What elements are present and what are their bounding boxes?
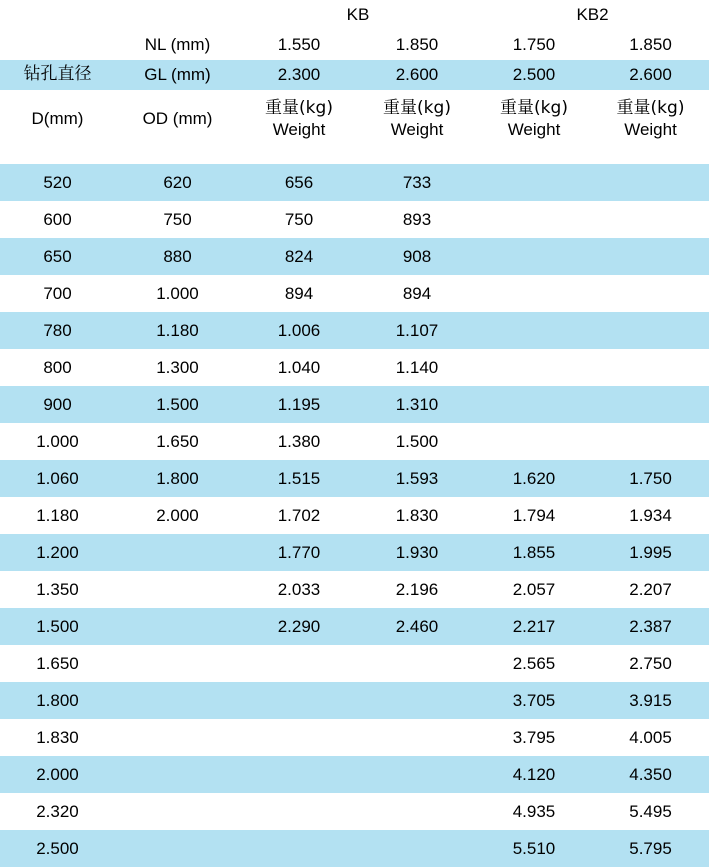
table-row [0,719,709,756]
header-weight-unit-1 [358,90,476,148]
table-cell [358,645,476,682]
header-weight-unit-3 [592,90,709,148]
header-gl-value-1: 2.600 [358,60,476,90]
table-cell: 800 [0,349,115,386]
table-cell: 3.705 [476,682,592,719]
table-cell [476,201,592,238]
table-cell: 1.750 [592,460,709,497]
table-cell: 1.040 [240,349,358,386]
table-cell: 1.830 [0,719,115,756]
table-cell: 2.217 [476,608,592,645]
table-cell [358,719,476,756]
header-weight-cn-3: 重量(kg) [616,97,685,118]
table-cell [115,756,240,793]
table-cell: 5.495 [592,793,709,830]
table-cell: 650 [0,238,115,275]
table-cell [115,682,240,719]
table-cell: 1.500 [358,423,476,460]
table-cell: 750 [115,201,240,238]
header-weight-cn-0: 重量(kg) [265,97,333,118]
table-cell: 4.120 [476,756,592,793]
table-cell: 1.380 [240,423,358,460]
table-cell: 1.500 [0,608,115,645]
table-cell: 1.000 [115,275,240,312]
table-cell: 1.500 [115,386,240,423]
table-cell: 600 [0,201,115,238]
table-cell: 1.794 [476,497,592,534]
table-cell: 1.995 [592,534,709,571]
table-row [0,571,709,608]
header-group-empty-0 [0,0,115,30]
header-group-kb2: KB2 [476,0,709,30]
table-cell [592,312,709,349]
table-cell [476,423,592,460]
table-row [0,386,709,423]
header-weight-en-3: Weight [624,120,677,139]
table-cell: 4.935 [476,793,592,830]
table-cell: 4.005 [592,719,709,756]
table-cell [476,164,592,201]
header-weight-unit-2 [476,90,592,148]
table-cell: 1.930 [358,534,476,571]
header-od-mm: OD (mm) [115,90,240,148]
table-cell [240,645,358,682]
table-cell: 750 [240,201,358,238]
table-cell: 2.290 [240,608,358,645]
table-cell: 1.060 [0,460,115,497]
table-cell [115,719,240,756]
table-cell [240,793,358,830]
table-row [0,645,709,682]
table-cell: 2.207 [592,571,709,608]
table-cell [592,349,709,386]
header-weight-unit-0 [240,90,358,148]
table-cell: 894 [358,275,476,312]
header-nl-value-0: 1.550 [240,30,358,60]
table-cell [476,312,592,349]
header-gl-value-0: 2.300 [240,60,358,90]
table-cell: 5.795 [592,830,709,867]
table-cell: 880 [115,238,240,275]
table-cell: 1.350 [0,571,115,608]
header-gl-label: GL (mm) [115,60,240,90]
table-cell: 1.000 [0,423,115,460]
table-cell: 780 [0,312,115,349]
header-nl-blank [0,30,115,60]
table-cell: 3.795 [476,719,592,756]
header-nl-value-2: 1.750 [476,30,592,60]
header-d-mm: D(mm) [0,90,115,148]
header-nl-label: NL (mm) [115,30,240,60]
table-cell: 1.934 [592,497,709,534]
table-cell [476,238,592,275]
table-cell: 894 [240,275,358,312]
table-cell: 908 [358,238,476,275]
header-row-nl [0,30,709,60]
table-cell: 733 [358,164,476,201]
table-cell [592,201,709,238]
header-gl-value-3: 2.600 [592,60,709,90]
table-row [0,534,709,571]
header-weight-en-1: Weight [390,120,444,139]
table-row [0,756,709,793]
table-cell: 2.057 [476,571,592,608]
table-row [0,275,709,312]
table-cell [115,571,240,608]
table-cell: 2.460 [358,608,476,645]
table-cell: 1.107 [358,312,476,349]
table-row [0,793,709,830]
table-cell: 893 [358,201,476,238]
table-cell [115,830,240,867]
table-cell [592,275,709,312]
table-row [0,423,709,460]
table-row [0,830,709,867]
table-cell: 2.000 [115,497,240,534]
header-row-gl [0,60,709,90]
table-cell [592,386,709,423]
table-cell [476,349,592,386]
header-weight-cn-1: 重量(kg) [383,97,451,118]
table-cell: 1.620 [476,460,592,497]
table-cell: 1.195 [240,386,358,423]
table-cell: 1.650 [0,645,115,682]
table-cell [476,275,592,312]
table-cell [592,164,709,201]
table-cell [115,645,240,682]
table-cell [358,830,476,867]
table-cell: 1.650 [115,423,240,460]
header-weight-en-2: Weight [507,120,561,139]
table-cell: 700 [0,275,115,312]
header-group-empty-1 [115,0,240,30]
table-row [0,608,709,645]
table-cell: 1.800 [115,460,240,497]
table-cell [115,793,240,830]
table-cell [358,682,476,719]
header-row-units [0,90,709,148]
table-cell: 1.800 [0,682,115,719]
table-row [0,349,709,386]
table-cell: 1.830 [358,497,476,534]
table-row [0,682,709,719]
table-cell [240,830,358,867]
table-cell: 2.750 [592,645,709,682]
table-cell: 2.320 [0,793,115,830]
table-cell: 4.350 [592,756,709,793]
table-cell [240,756,358,793]
table-cell: 1.006 [240,312,358,349]
header-row-group [0,0,709,30]
header-body-spacer [0,148,709,164]
header-nl-value-1: 1.850 [358,30,476,60]
table-row [0,201,709,238]
table-cell: 3.915 [592,682,709,719]
header-drill-diameter-title: 钻孔直径 [0,60,115,90]
table-row [0,460,709,497]
header-nl-value-3: 1.850 [592,30,709,60]
table-row [0,238,709,275]
table-cell: 1.180 [115,312,240,349]
table-cell [358,756,476,793]
header-gl-value-2: 2.500 [476,60,592,90]
table-cell: 1.770 [240,534,358,571]
table-cell: 1.200 [0,534,115,571]
table-cell: 1.140 [358,349,476,386]
header-weight-en-0: Weight [272,120,326,139]
table-row [0,164,709,201]
table-cell: 2.033 [240,571,358,608]
table-cell: 900 [0,386,115,423]
table-cell [358,793,476,830]
table-cell [115,608,240,645]
table-cell [115,534,240,571]
table-cell: 2.387 [592,608,709,645]
table-body [0,164,709,867]
table-cell: 520 [0,164,115,201]
table-cell: 2.196 [358,571,476,608]
table-row [0,312,709,349]
table-cell: 620 [115,164,240,201]
header-weight-cn-2: 重量(kg) [500,97,568,118]
table-cell: 1.702 [240,497,358,534]
table-cell: 2.500 [0,830,115,867]
table-cell: 1.310 [358,386,476,423]
table-cell: 824 [240,238,358,275]
table-cell [592,423,709,460]
table-cell [592,238,709,275]
table-cell: 1.180 [0,497,115,534]
table-cell [476,386,592,423]
table-cell: 1.593 [358,460,476,497]
table-cell [240,719,358,756]
table-cell [240,682,358,719]
table-cell: 656 [240,164,358,201]
table-cell: 5.510 [476,830,592,867]
table-cell: 1.855 [476,534,592,571]
table-cell: 2.565 [476,645,592,682]
table-row [0,497,709,534]
table-cell: 1.515 [240,460,358,497]
header-group-kb: KB [240,0,476,30]
table-cell: 1.300 [115,349,240,386]
table-cell: 2.000 [0,756,115,793]
